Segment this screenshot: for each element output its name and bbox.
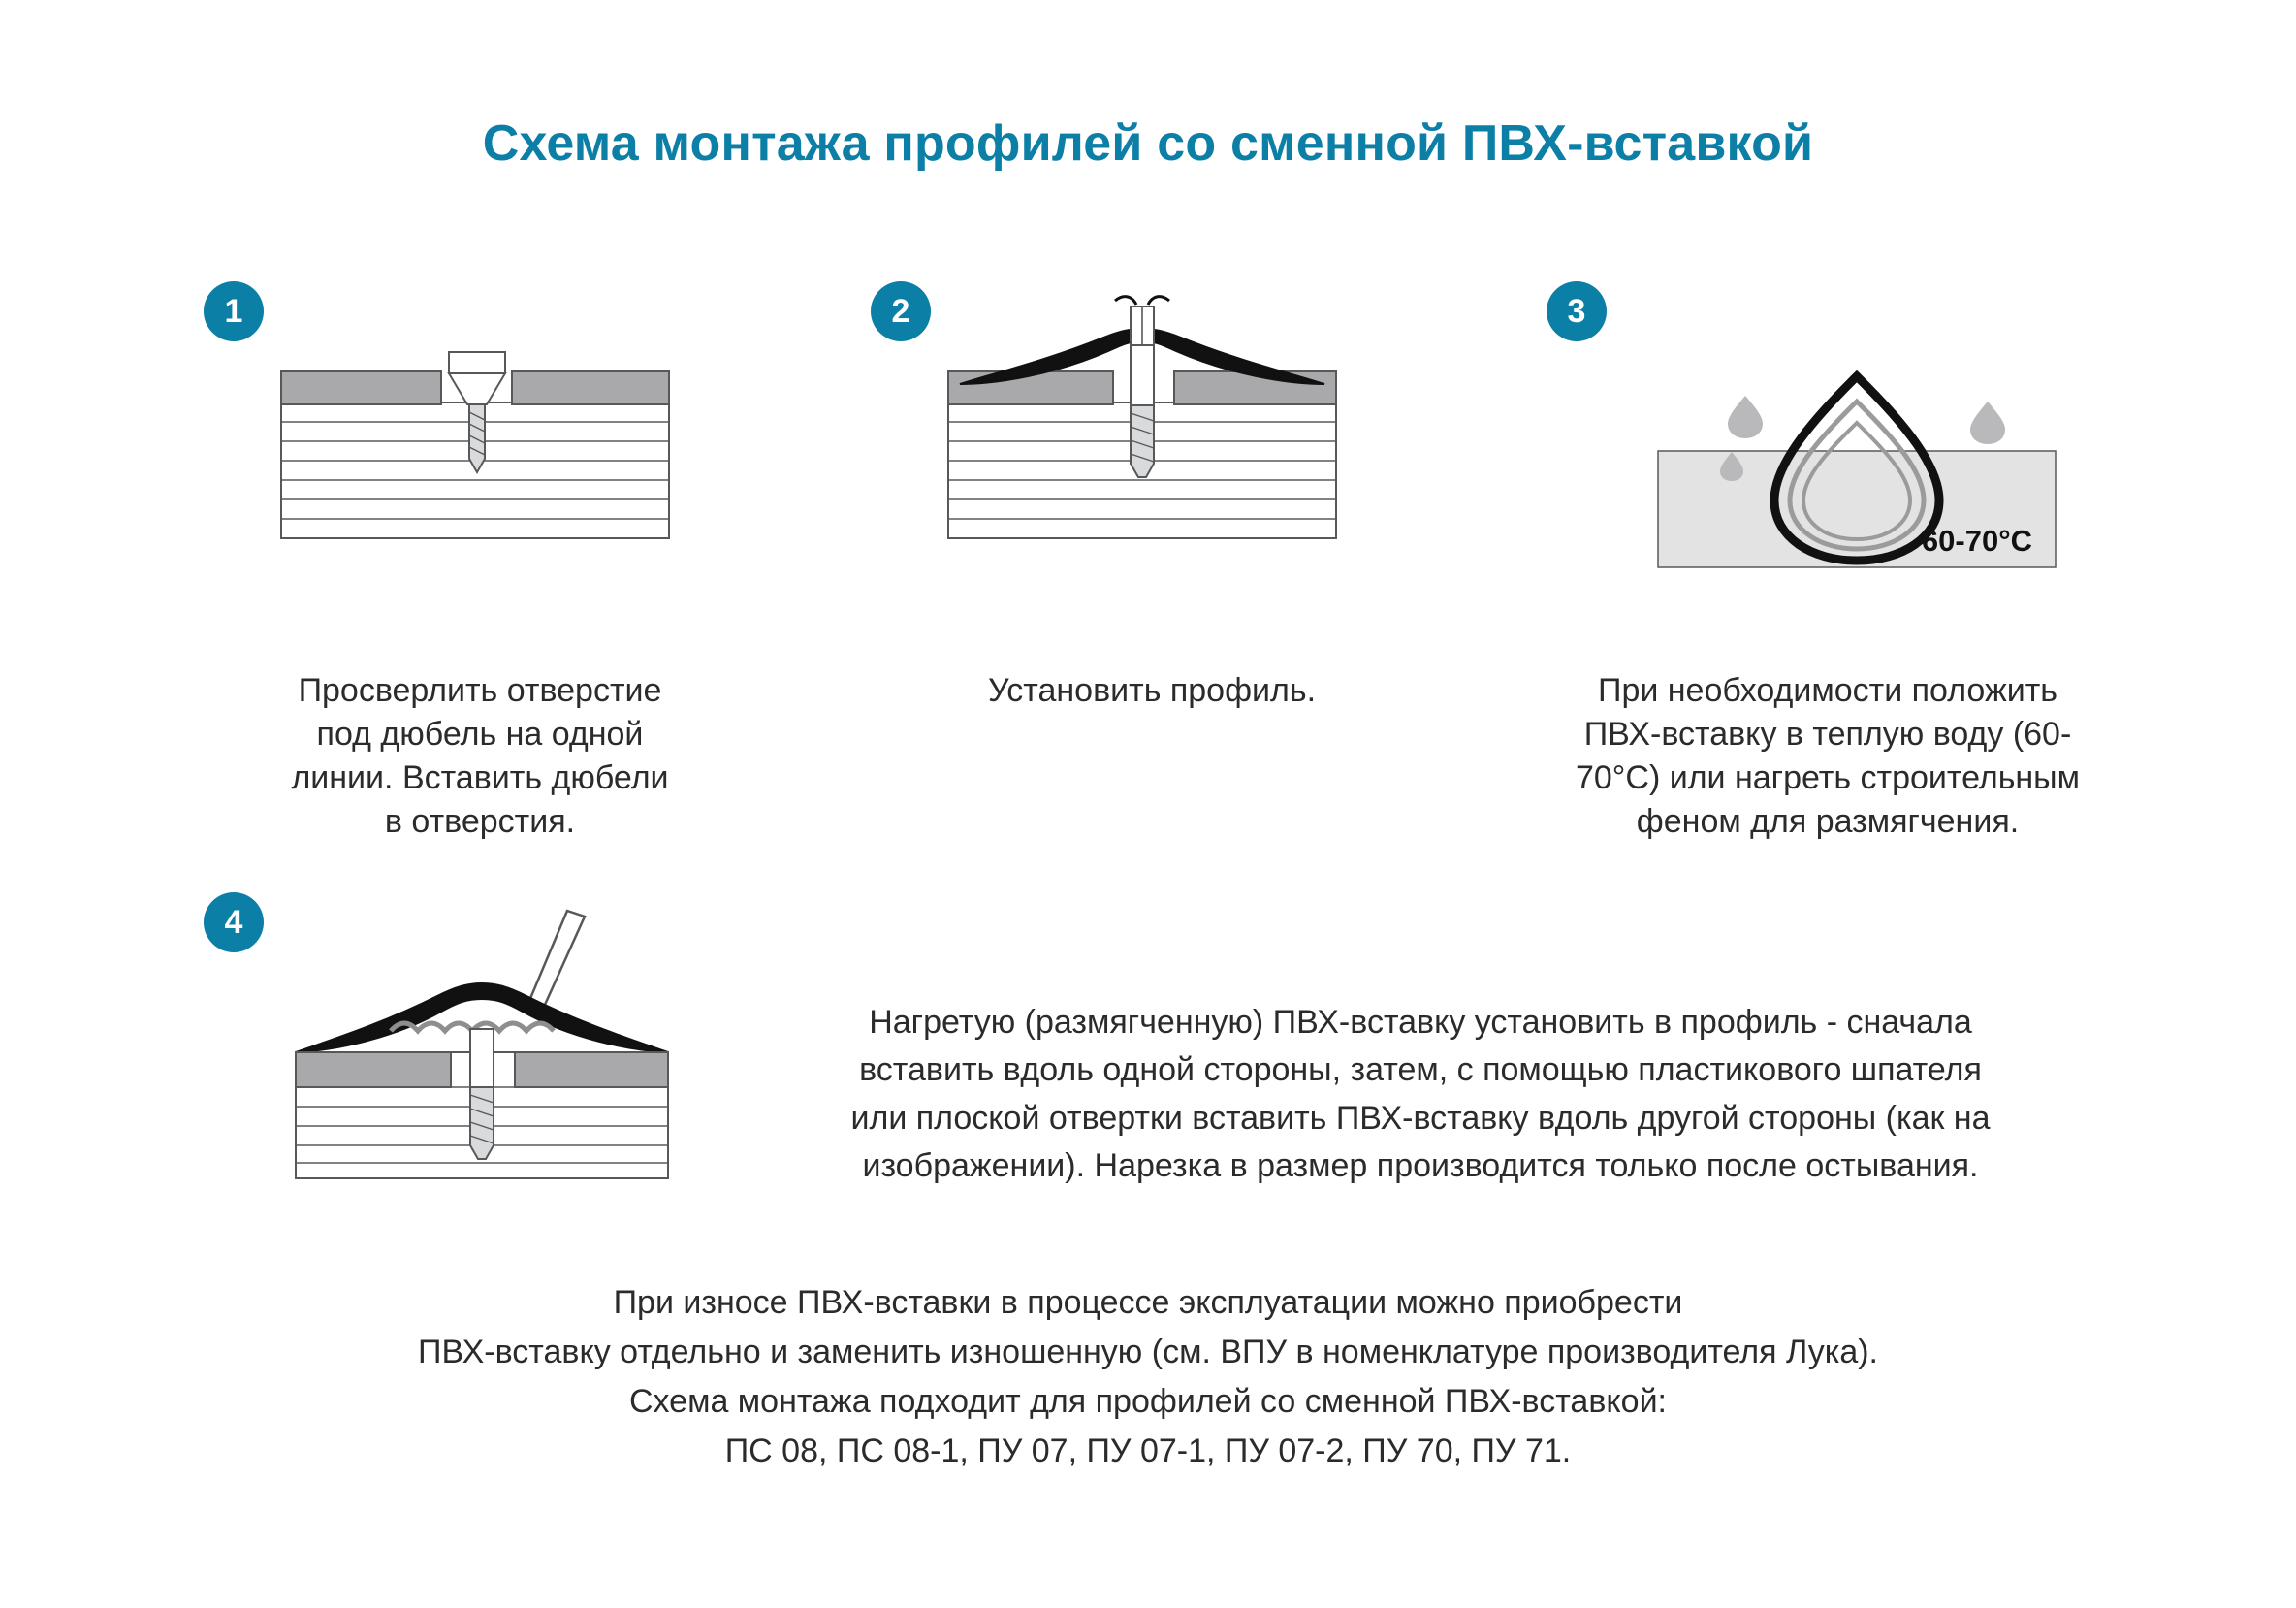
step-3-caption-line-4: феном для размягчения. [1636, 802, 2020, 840]
step-2-caption-line-1: Установить профиль. [987, 672, 1317, 709]
step-4-caption-line-1: Нагретую (размягченную) ПВХ-вставку установить в профиль - сначала [869, 1004, 1972, 1041]
step-4-caption-line-4: изображении). Нарезка в размер производится только после остывания. [862, 1146, 1979, 1184]
step-4-illustration [276, 907, 693, 1188]
step-4-caption-line-2: вставить вдоль одной стороны, затем, с помощью пластикового шпателя [859, 1051, 1982, 1089]
step-1-caption-line-4: в отверстия. [384, 802, 576, 840]
footer-line-1: При износе ПВХ-вставки в процессе эксплуатации можно приобрести [613, 1284, 1683, 1321]
footer-note [0, 1278, 2296, 1476]
step-1-caption [208, 669, 751, 844]
step-1-caption-line-3: линии. Вставить дюбели [291, 758, 669, 796]
step-number-1: 1 [224, 293, 243, 330]
step-3-caption-line-2: ПВХ-вставку в теплую воду (60- [1583, 715, 2072, 753]
step-2-caption [880, 669, 1423, 713]
page-title: Схема монтажа профилей со сменной ПВХ-вставкой [482, 115, 1814, 172]
step-badge-4 [204, 892, 264, 952]
step-1-caption-line-2: под дюбель на одной [316, 715, 644, 753]
footer-line-4: ПС 08, ПС 08-1, ПУ 07, ПУ 07-1, ПУ 07-2, ПУ 70, ПУ 71. [724, 1432, 1572, 1469]
step-badge-3 [1547, 281, 1607, 341]
step-3-caption-line-1: При необходимости положить [1598, 672, 2057, 709]
step-badge-2 [871, 281, 931, 341]
footer-line-3: Схема монтажа подходит для профилей со сменной ПВХ-вставкой: [628, 1383, 1668, 1420]
step-badge-1 [204, 281, 264, 341]
step-4-caption [679, 999, 2162, 1190]
step-2-illustration [939, 291, 1346, 596]
step-number-4: 4 [224, 904, 243, 941]
step-3-caption-line-3: 70°С) или нагреть строительным [1575, 758, 2080, 796]
step-1-caption-line-1: Просверлить отверстие [298, 672, 662, 709]
temperature-label: 60-70°C [1921, 524, 2032, 558]
footer-line-2: ПВХ-вставку отдельно и заменить изношенную (см. ВПУ в номенклатуре производителя Лука). [418, 1334, 1878, 1370]
step-3-caption [1517, 669, 2138, 844]
step-1-illustration [271, 344, 679, 596]
step-number-3: 3 [1567, 293, 1586, 330]
step-4-caption-line-3: или плоской отвертки вставить ПВХ-вставку вдоль другой стороны (как на [850, 1099, 1991, 1137]
step-number-2: 2 [891, 293, 910, 330]
step-3-illustration [1648, 359, 2065, 601]
